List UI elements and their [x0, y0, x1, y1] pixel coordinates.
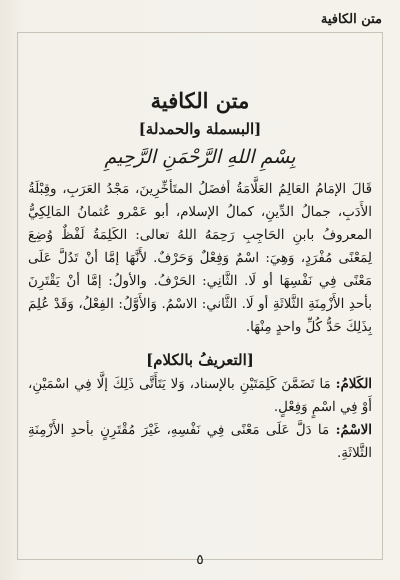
- kalam-text: مَا تَضَمَّنَ كَلِمَتَيْنِ بالإسناد، وَلا يَتَأَتَّى ذَلِكَ إلَّا فِي اسْمَيْنِ، أَوْ فِي اسْمٍ وَفِعْلٍ.: [28, 377, 372, 415]
- heading-definition: [التعريفُ بالكلام]: [146, 351, 254, 369]
- running-header: متن الكافية: [320, 12, 382, 27]
- kalam-paragraph: [28, 373, 372, 419]
- ism-text: مَا دَلَّ عَلَى مَعْنًى فِي نَفْسِهِ، غَيْرَ مُقْتَرِنٍ بأحدِ الأَزْمِنَةِ الثَّلاثَةِ.: [28, 423, 372, 461]
- page-content: [28, 34, 372, 465]
- ism-paragraph: [28, 419, 372, 465]
- heading-basmala: [البسملة والحمدلة]: [138, 120, 262, 138]
- kalam-term: الكَلامُ:: [335, 376, 372, 392]
- intro-paragraph: قَالَ الإمَامُ العَالِمُ العَلَّامَةُ أفضَلُ المتَأخِّرِينَ، مَجْدُ العَرَبِ، وقِبْلَةُ الأَدَبِ، جمالُ الدِّينِ، كمالُ الإسلام، أبو عَمْرو عُثمانُ المَالِكِيُّ المعروفُ بابنِ الحَاجِبِ رَحِمَهُ اللهُ تعالى: الكَلِمَةُ لَفْظٌ وُضِعَ لِمَعْنًى مُفْرَدٍ، وَهِيَ: اسْمٌ وَفِعْلٌ وَحَرْفٌ. لأَنَّهَا إمَّا أنْ تَدُلَّ عَلَى مَعْنًى فِي نَفْسِهَا أو لَا. الثَّانِي: الحَرْفُ. والأولُ: إمَّا أنْ يَقْتَرِنَ بأحدِ الأَزْمِنَةِ الثَّلاثَةِ أو لَا. الثَّاني: الاسْمُ. وَالأَوَّلُ: الفِعْلُ، وَقَدْ عُلِمَ بِذَلِكَ حَدُّ كُلِّ واحدٍ مِنْهَا.: [28, 182, 372, 335]
- page-title: متن الكافية: [150, 88, 250, 113]
- basmala: بِسْمِ اللهِ الرَّحْمَنِ الرَّحِيمِ: [104, 146, 296, 168]
- ism-term: الاسْمُ:: [335, 422, 372, 438]
- page-number: ٥: [196, 552, 204, 568]
